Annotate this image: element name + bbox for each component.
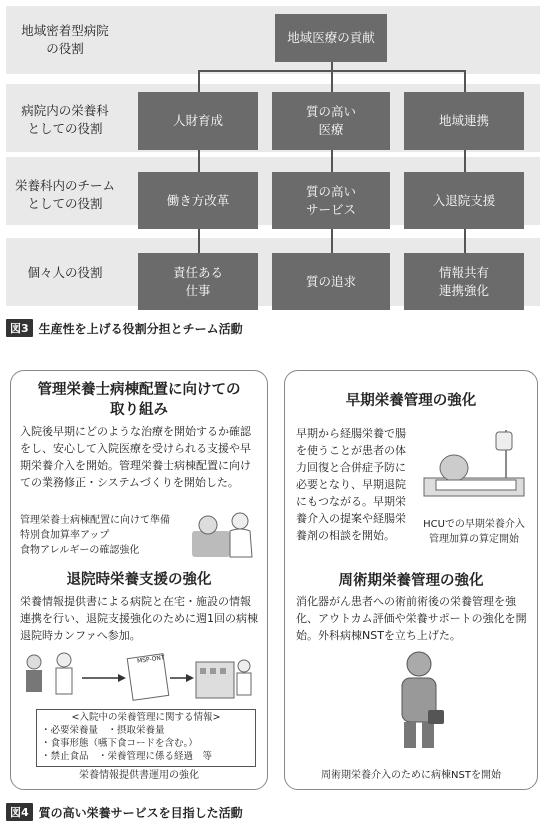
left-list bbox=[20, 513, 200, 558]
left-body: 入院後早期にどのような治療を開始するか確認をし、安心して入院医療を受けられる支援や早期栄養介入を開始。管理栄養士病棟配置に向けての業務修正・システムづくりを開始した。 bbox=[20, 425, 251, 489]
connector bbox=[464, 70, 466, 92]
info-line: ・禁止食品 ・栄養管理に係る経過 等 bbox=[41, 751, 213, 762]
box-info-sharing: 情報共有 連携強化 bbox=[404, 253, 524, 310]
care-staff-illustration bbox=[190, 509, 260, 561]
row-label-1: 地域密着型病院 の役割 bbox=[21, 23, 109, 56]
list-item: 特別食加算率アップ bbox=[20, 530, 110, 541]
box-work-style-reform: 働き方改革 bbox=[138, 172, 258, 229]
right-caption: 周術期栄養介入のために病棟NSTを開始 bbox=[321, 770, 501, 781]
row-label-3: 栄養科内のチーム としての役割 bbox=[14, 178, 115, 211]
info-line: ・必要栄養量 ・摂取栄養量 bbox=[41, 725, 165, 736]
figure-number: 図3 bbox=[6, 319, 33, 337]
left-caption: 栄養情報提供書運用の強化 bbox=[79, 770, 199, 781]
list-item: 管理栄養士病棟配置に向けて準備 bbox=[20, 515, 170, 526]
list-item: 食物アレルギーの確認強化 bbox=[20, 545, 140, 556]
box-pursuit-quality: 質の追求 bbox=[272, 253, 390, 310]
connector bbox=[464, 229, 466, 253]
info-line: ・食事形態（嚥下食コードを含む。） bbox=[41, 738, 198, 749]
box-hr-development: 人財育成 bbox=[138, 92, 258, 150]
box-quality-care: 質の高い 医療 bbox=[272, 92, 390, 150]
left-title2: 退院時栄養支援の強化 bbox=[66, 572, 212, 588]
box-responsible-work: 責任ある 仕事 bbox=[138, 253, 258, 310]
right-body2: 消化器がん患者への術前術後の栄養管理を強化、アウトカム評価や栄養サポートの強化を開始。外科病棟NSTを立ち上げた。 bbox=[296, 595, 527, 642]
box-quality-service: 質の高い サービス bbox=[272, 172, 390, 229]
document-label: MSP-ONT bbox=[136, 654, 166, 665]
left-body2: 栄養情報提供書による病院と在宅・施設の情報連携を行い、退院支援強化のために週1回の病棟退院時カンファへ参加。 bbox=[20, 595, 258, 642]
box-regional-cooperation: 地域連携 bbox=[404, 92, 524, 150]
person-illustration bbox=[384, 650, 454, 752]
info-box bbox=[36, 709, 256, 767]
right-title: 早期栄養管理の強化 bbox=[345, 393, 477, 409]
box-community-contribution: 地域医療の貢献 bbox=[275, 14, 387, 62]
connector bbox=[331, 150, 333, 172]
connector bbox=[464, 150, 466, 172]
figure4-caption bbox=[6, 803, 243, 821]
connector bbox=[331, 229, 333, 253]
patient-bed-illustration bbox=[418, 428, 528, 512]
right-title2: 周術期栄養管理の強化 bbox=[338, 573, 484, 589]
figure-caption-text: 質の高い栄養サービスを目指した活動 bbox=[38, 805, 243, 820]
row-label-2: 病院内の栄養科 としての役割 bbox=[21, 103, 109, 136]
connector bbox=[198, 150, 200, 172]
figure3-caption bbox=[6, 319, 243, 337]
right-side-caption: HCUでの早期栄養介入 管理加算の算定開始 bbox=[423, 519, 525, 545]
right-body: 早期から経腸栄養で腸を使うことが患者の体力回復と合併症予防に必要となり、早期退院にもつながる。早期栄養介入の提案や経腸栄養剤の相談を開始。 bbox=[296, 427, 406, 542]
connector bbox=[198, 229, 200, 253]
figure-number: 図4 bbox=[6, 803, 33, 821]
info-title: <入院中の栄養管理に関する情報> bbox=[71, 712, 221, 723]
connector bbox=[198, 70, 200, 92]
box-admission-discharge: 入退院支援 bbox=[404, 172, 524, 229]
row-label-4: 個々人の役割 bbox=[27, 265, 103, 280]
connector bbox=[331, 62, 333, 92]
left-title: 管理栄養士病棟配置に向けての 取り組み bbox=[37, 382, 241, 418]
connector bbox=[198, 70, 464, 72]
figure-caption-text: 生産性を上げる役割分担とチーム活動 bbox=[38, 321, 243, 336]
